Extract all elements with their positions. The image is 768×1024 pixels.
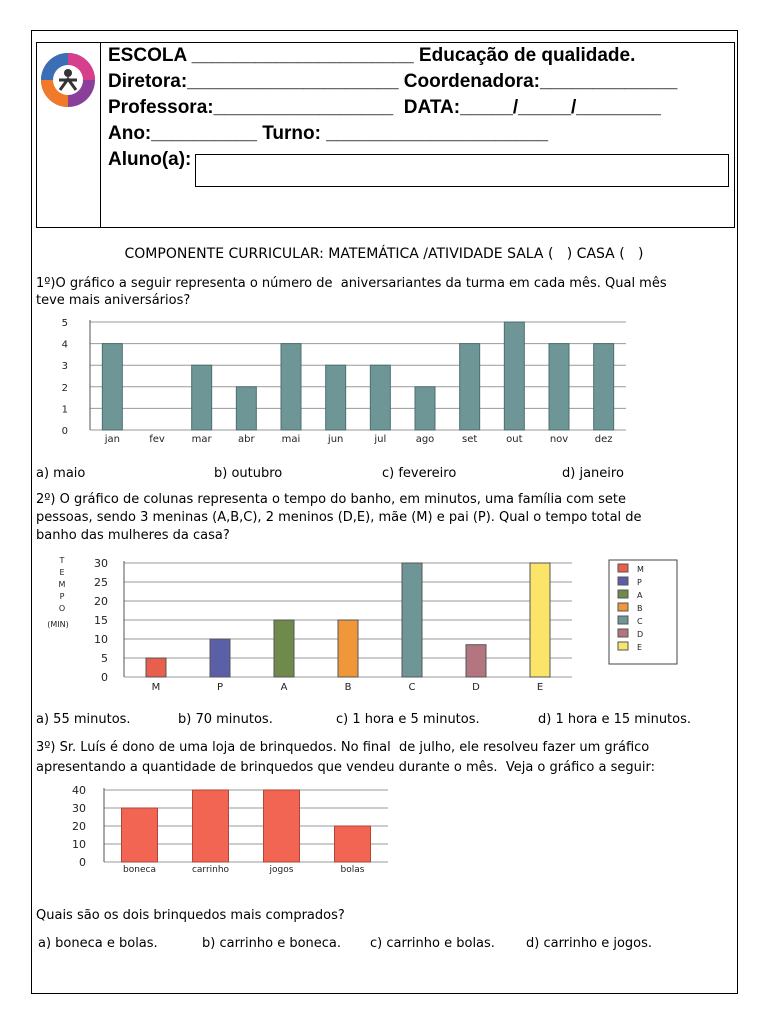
y-tick-label: 30: [94, 557, 108, 570]
legend-label-D: D: [637, 630, 644, 639]
q2-text-line1: 2º) O gráfico de colunas representa o tempo do banho, em minutos, uma família com sete: [36, 492, 626, 507]
legend-swatch-D: [618, 629, 628, 637]
x-tick-label: set: [462, 434, 478, 445]
chart-birthdays: [54, 312, 628, 448]
subject-line: COMPONENTE CURRICULAR: MATEMÁTICA /ATIVIDADE SALA ( ) CASA ( ): [124, 246, 644, 262]
bar-carrinho: [193, 790, 229, 862]
header-director-line: Diretora:____________________ Coordenadora:_____________: [108, 71, 678, 92]
y-axis-label-letter: E: [59, 568, 65, 577]
y-axis-label-letter: M: [58, 580, 66, 589]
x-tick-label: dez: [594, 434, 613, 445]
legend-swatch-P: [618, 577, 628, 585]
x-tick-label: P: [216, 682, 224, 693]
q2-text-line3: banho das mulheres da casa?: [36, 528, 230, 543]
x-tick-label: C: [408, 682, 416, 693]
student-name-field[interactable]: [195, 154, 729, 187]
y-tick-label: 10: [72, 838, 86, 851]
q3-text-line2: apresentando a quantidade de brinquedos que vendeu durante o mês. Veja o gráfico a seguir:: [36, 760, 655, 775]
chart-toys-sold: [72, 782, 396, 878]
bar-set: [460, 344, 480, 430]
y-tick-label: 0: [101, 671, 108, 684]
bar-ago: [415, 387, 435, 430]
legend-swatch-E: [618, 642, 628, 650]
y-tick-label: 5: [61, 318, 68, 329]
q1-option-d[interactable]: d) janeiro: [562, 466, 624, 481]
legend-label-M: M: [637, 565, 644, 574]
legend-swatch-B: [618, 603, 628, 611]
bar-boneca: [122, 808, 158, 862]
y-axis-label-letter: T: [59, 556, 65, 565]
x-tick-label: E: [536, 682, 544, 693]
x-tick-label: B: [344, 682, 352, 693]
legend-swatch-A: [618, 590, 628, 598]
x-tick-label: abr: [238, 434, 255, 445]
bar-jan: [102, 344, 122, 430]
header-student-label: Aluno(a):: [108, 149, 192, 170]
bar-jogos: [264, 790, 300, 862]
q3-option-a[interactable]: a) boneca e bolas.: [38, 936, 158, 951]
q2-option-b[interactable]: b) 70 minutos.: [178, 712, 273, 727]
y-tick-label: 15: [94, 614, 108, 627]
x-tick-label: carrinho: [191, 865, 230, 875]
legend-swatch-C: [618, 616, 628, 624]
x-tick-label: jan: [104, 434, 120, 445]
y-axis-unit: (MIN): [47, 620, 69, 629]
bar-dez: [594, 344, 614, 430]
bar-C: [402, 563, 422, 677]
q3-text-line1: 3º) Sr. Luís é dono de uma loja de brinquedos. No final de julho, ele resolveu fazer um gráfico: [36, 740, 650, 755]
y-axis-label-letter: P: [59, 592, 65, 601]
legend-label-A: A: [637, 591, 643, 600]
x-tick-label: A: [280, 682, 288, 693]
q3-option-d[interactable]: d) carrinho e jogos.: [526, 936, 653, 951]
x-tick-label: out: [506, 434, 523, 445]
y-tick-label: 4: [61, 339, 68, 351]
x-tick-label: boneca: [123, 865, 156, 875]
bar-mar: [192, 365, 212, 430]
y-tick-label: 0: [61, 426, 68, 437]
y-tick-label: 5: [101, 652, 108, 665]
x-tick-label: mai: [281, 434, 301, 445]
y-tick-label: 3: [61, 361, 68, 373]
y-tick-label: 30: [72, 802, 86, 815]
q2-option-c[interactable]: c) 1 hora e 5 minutos.: [336, 712, 480, 727]
y-tick-label: 25: [94, 576, 108, 589]
bar-M: [146, 658, 166, 677]
x-tick-label: ago: [415, 434, 435, 445]
header-teacher-line: Professora:_________________ DATA:_____/_____/________: [108, 97, 661, 118]
q1-text-line1: 1º)O gráfico a seguir representa o número de aniversariantes da turma em cada mês. Qual mês: [36, 276, 667, 291]
x-tick-label: mar: [191, 434, 212, 445]
school-logo-icon: [40, 52, 96, 108]
legend-label-B: B: [637, 604, 643, 613]
bar-jul: [370, 365, 390, 430]
x-tick-label: jogos: [269, 865, 294, 875]
legend-label-C: C: [637, 617, 643, 626]
header-divider: [100, 42, 101, 228]
legend-label-P: P: [637, 578, 642, 587]
legend-swatch-M: [618, 564, 628, 572]
q3-question: Quais são os dois brinquedos mais comprados?: [36, 908, 345, 923]
y-tick-label: 20: [94, 595, 108, 608]
q1-option-c[interactable]: c) fevereiro: [382, 466, 457, 481]
x-tick-label: M: [151, 682, 161, 693]
q2-text-line2: pessoas, sendo 3 meninas (A,B,C), 2 meninos (D,E), mãe (M) e pai (P). Qual o tempo total de: [36, 510, 642, 525]
bar-E: [530, 563, 550, 677]
x-tick-label: D: [472, 682, 480, 693]
q3-option-c[interactable]: c) carrinho e bolas.: [370, 936, 495, 951]
bar-jun: [326, 365, 346, 430]
q1-option-b[interactable]: b) outubro: [214, 466, 283, 481]
bar-mai: [281, 344, 301, 430]
bar-B: [338, 620, 358, 677]
x-tick-label: bolas: [340, 865, 365, 875]
q2-option-a[interactable]: a) 55 minutos.: [36, 712, 131, 727]
x-tick-label: jul: [374, 434, 387, 445]
y-tick-label: 40: [72, 784, 86, 797]
x-tick-label: jun: [327, 434, 344, 445]
bar-A: [274, 620, 294, 677]
q3-option-b[interactable]: b) carrinho e boneca.: [202, 936, 342, 951]
x-tick-label: nov: [549, 434, 569, 445]
bar-abr: [236, 387, 256, 430]
bar-bolas: [335, 826, 371, 862]
chart-bath-time: [36, 552, 680, 696]
bar-out: [504, 322, 524, 430]
y-axis-label-letter: O: [58, 604, 66, 613]
y-tick-label: 0: [79, 856, 86, 869]
q1-option-a[interactable]: a) maio: [36, 466, 86, 481]
bar-nov: [549, 344, 569, 430]
bar-D: [466, 645, 486, 677]
y-tick-label: 10: [94, 633, 108, 646]
q2-option-d[interactable]: d) 1 hora e 15 minutos.: [538, 712, 692, 727]
header-school-line: ESCOLA _____________________ Educação de qualidade.: [108, 45, 636, 66]
header-year-line: Ano:__________ Turno: _____________________: [108, 123, 549, 144]
y-tick-label: 20: [72, 820, 86, 833]
q1-text-line2: teve mais aniversários?: [36, 293, 191, 308]
y-tick-label: 2: [61, 382, 68, 394]
bar-P: [210, 639, 230, 677]
y-tick-label: 1: [61, 404, 68, 416]
legend-label-E: E: [637, 643, 643, 652]
x-tick-label: fev: [149, 434, 165, 445]
